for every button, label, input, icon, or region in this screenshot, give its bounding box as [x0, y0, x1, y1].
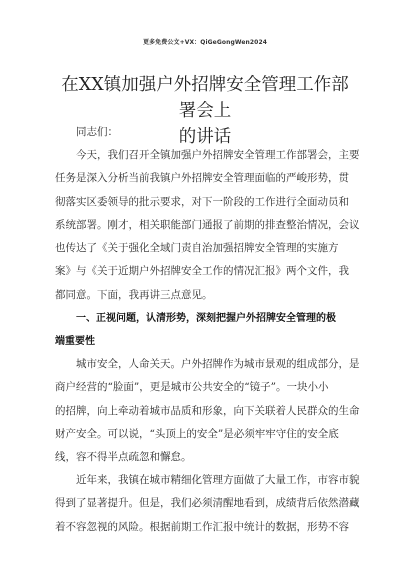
heading-line: 一、正视问题，认清形势，深刻把握户外招牌安全管理的极 — [76, 313, 336, 324]
heading-line: 端重要性 — [55, 336, 95, 348]
salutation-text: 同志们： — [76, 126, 118, 138]
text-line: 系统部署。刚才，相关职能部门通报了前期的排查整治情况，会议 — [55, 218, 360, 231]
text-line: 都同意。下面，我再讲三点意见。 — [55, 288, 213, 301]
text-line: 彻落实区委领导的批示要求，对下一阶段的工作进行全面动员和 — [55, 195, 349, 208]
text-line: 着不容忽视的风险。根据前期工作汇报中统计的数据，形势不容 — [55, 520, 349, 533]
paragraph-recent-years — [55, 469, 360, 539]
text-line: 也传达了《关于强化全域门责自治加强招牌安全管理的实施方 — [55, 242, 339, 255]
text-line: 任务是深入分析当前我镇户外招牌安全管理面临的严峻形势，贯 — [55, 172, 349, 185]
text-line: 案》与《关于近期户外招牌安全工作的情况汇报》两个文件，我 — [55, 265, 349, 278]
text-line: 今天，我们召开全镇加强户外招牌安全管理工作部署会，主要 — [76, 149, 360, 161]
text-line: 的招牌，向上牵动着城市品质和形象，向下关联着人民群众的生命 — [55, 404, 360, 417]
text-line: 得到了显著提升。但是，我们必须清醒地看到，成绩背后依然潜藏 — [55, 497, 360, 510]
title-line: 在XX镇加强户外招牌安全管理工作部署会上 — [61, 75, 349, 121]
text-line: 近年来，我镇在城市精细化管理方面做了大量工作，市容市貌 — [76, 474, 360, 486]
text-line: 线，容不得半点疏忽和懈怠。 — [55, 451, 192, 464]
text-line: 城市安全，人命关天。户外招牌作为城市景观的组成部分，是 — [76, 358, 360, 370]
paragraph-opening — [55, 144, 360, 307]
text-line: 财产安全。可以说，“头顶上的安全”是必须牢牢守住的安全底 — [55, 427, 339, 440]
title-line: 的讲话 — [178, 127, 232, 147]
text-line: 商户经营的“脸面”，更是城市公共安全的“镜子”。一块小小 — [55, 381, 329, 394]
salutation — [55, 121, 357, 144]
paragraph-safety — [55, 353, 360, 469]
header-note: 更多免费公文+VX：QiGeGongWen2024 — [142, 39, 267, 46]
section-heading-1 — [55, 307, 357, 354]
